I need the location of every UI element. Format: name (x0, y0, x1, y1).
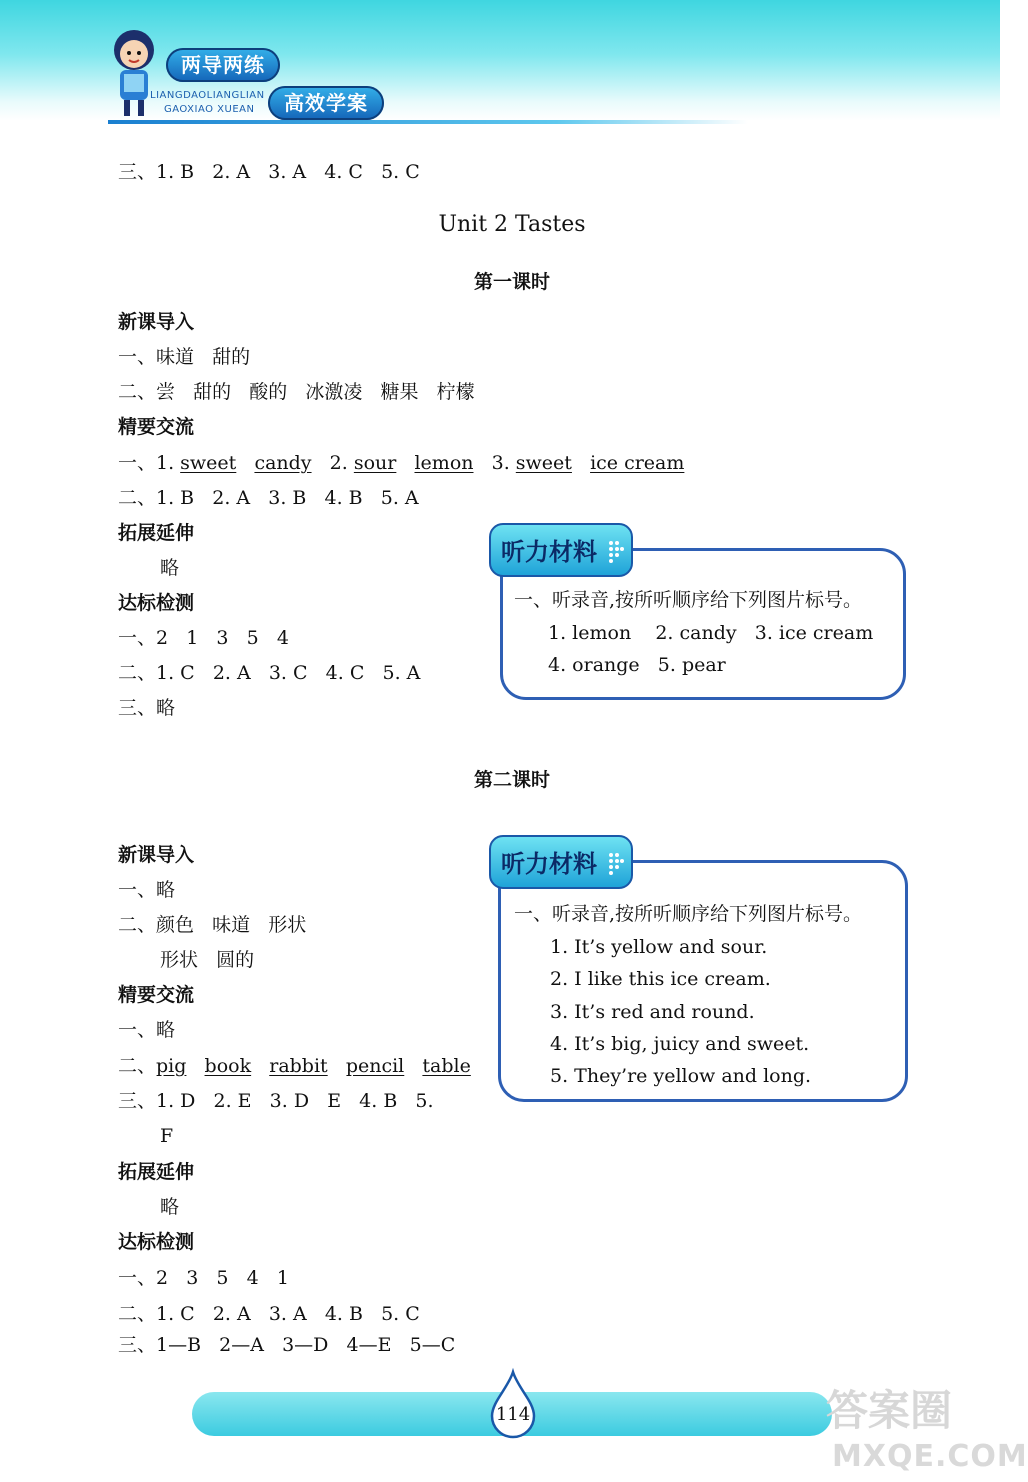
answer-line: 二、颜色 味道 形状 (118, 914, 307, 936)
answer-line: F (160, 1125, 174, 1147)
answer-prefix: 3. (491, 452, 516, 474)
answer-word: table (422, 1055, 471, 1077)
listening-line: 3. It’s red and round. (550, 1001, 755, 1023)
answer-line: 略 (160, 557, 180, 579)
answer-line: 一、略 (118, 1019, 176, 1041)
brand-badge-top: 两导两练 (166, 48, 280, 82)
header-divider (108, 120, 748, 124)
listening-line: 1. lemon 2. candy 3. ice cream (548, 622, 874, 644)
answer-prefix: 2. (329, 452, 354, 474)
answer-line: 二、1. C 2. A 3. C 4. C 5. A (118, 662, 421, 684)
section-heading: 拓展延伸 (118, 1161, 195, 1183)
dots-icon (607, 851, 625, 877)
brand-pinyin-line1: LIANGDAOLIANGLIAN (150, 90, 265, 101)
listening-instruction: 一、听录音,按所听顺序给下列图片标号。 (514, 589, 863, 611)
answer-word: sweet (180, 452, 237, 474)
section-heading: 新课导入 (118, 311, 195, 333)
answer-word: candy (254, 452, 312, 474)
watermark-logo: 答案圈 (826, 1386, 953, 1435)
answer-line: 一、2 1 3 5 4 (118, 627, 289, 649)
answer-line: 一、味道 甜的 (118, 346, 251, 368)
dots-icon (607, 539, 625, 565)
section-heading: 新课导入 (118, 844, 195, 866)
listening-instruction: 一、听录音,按所听顺序给下列图片标号。 (514, 903, 863, 925)
answer-word: rabbit (269, 1055, 328, 1077)
answer-word: sour (353, 452, 397, 474)
answer-line: 三、1. D 2. E 3. D E 4. B 5. (118, 1090, 434, 1112)
answer-line: 三、1—B 2—A 3—D 4—E 5—C (118, 1334, 456, 1356)
page-number: 114 (495, 1404, 531, 1425)
answer-prefix: 二、 (118, 1055, 157, 1077)
answer-word: sweet (515, 452, 572, 474)
listening-line: 4. It’s big, juicy and sweet. (550, 1033, 810, 1055)
section-heading: 达标检测 (118, 592, 195, 614)
section-heading: 精要交流 (118, 416, 195, 438)
listening-line: 4. orange 5. pear (548, 654, 726, 676)
section-heading: 达标检测 (118, 1231, 195, 1253)
answer-word: lemon (414, 452, 474, 474)
answer-line: 二、尝 甜的 酸的 冰激凌 糖果 柠檬 (118, 381, 475, 403)
answer-word: ice cream (590, 452, 685, 474)
section-heading: 拓展延伸 (118, 522, 195, 544)
answer-line: 三、1. B 2. A 3. A 4. C 5. C (118, 161, 420, 183)
tab-label: 听力材料 (501, 850, 597, 878)
section-heading: 精要交流 (118, 984, 195, 1006)
watermark-url: MXQE.COM (832, 1439, 1028, 1474)
answer-line: 二、1. C 2. A 3. A 4. B 5. C (118, 1303, 420, 1325)
girl-mascot-icon (100, 22, 170, 122)
answer-line (118, 1054, 471, 1078)
lesson2-title: 第二课时 (473, 769, 550, 791)
answer-line: 一、2 3 5 4 1 (118, 1267, 289, 1289)
lesson1-title: 第一课时 (473, 271, 550, 293)
listening-line: 2. I like this ice cream. (550, 968, 771, 990)
answer-word: pig (156, 1055, 187, 1077)
answer-word: pencil (345, 1055, 405, 1077)
answer-line: 二、1. B 2. A 3. B 4. B 5. A (118, 487, 419, 509)
brand-badge-bottom: 高效学案 (268, 86, 384, 120)
answer-line: 三、略 (118, 697, 176, 719)
answer-line: 一、略 (118, 879, 176, 901)
answer-prefix: 一、1. (118, 452, 181, 474)
brand-pinyin-line2: GAOXIAO XUEAN (164, 104, 255, 115)
listening-material-tab (489, 835, 633, 889)
listening-line: 5. They’re yellow and long. (550, 1065, 812, 1087)
tab-label: 听力材料 (501, 538, 597, 566)
answer-line: 形状 圆的 (160, 949, 255, 971)
answer-word: book (204, 1055, 252, 1077)
answer-line: 略 (160, 1196, 180, 1218)
answer-line (118, 451, 684, 475)
listening-material-tab (489, 523, 633, 577)
listening-line: 1. It’s yellow and sour. (550, 936, 768, 958)
unit-title: Unit 2 Tastes (438, 212, 586, 237)
